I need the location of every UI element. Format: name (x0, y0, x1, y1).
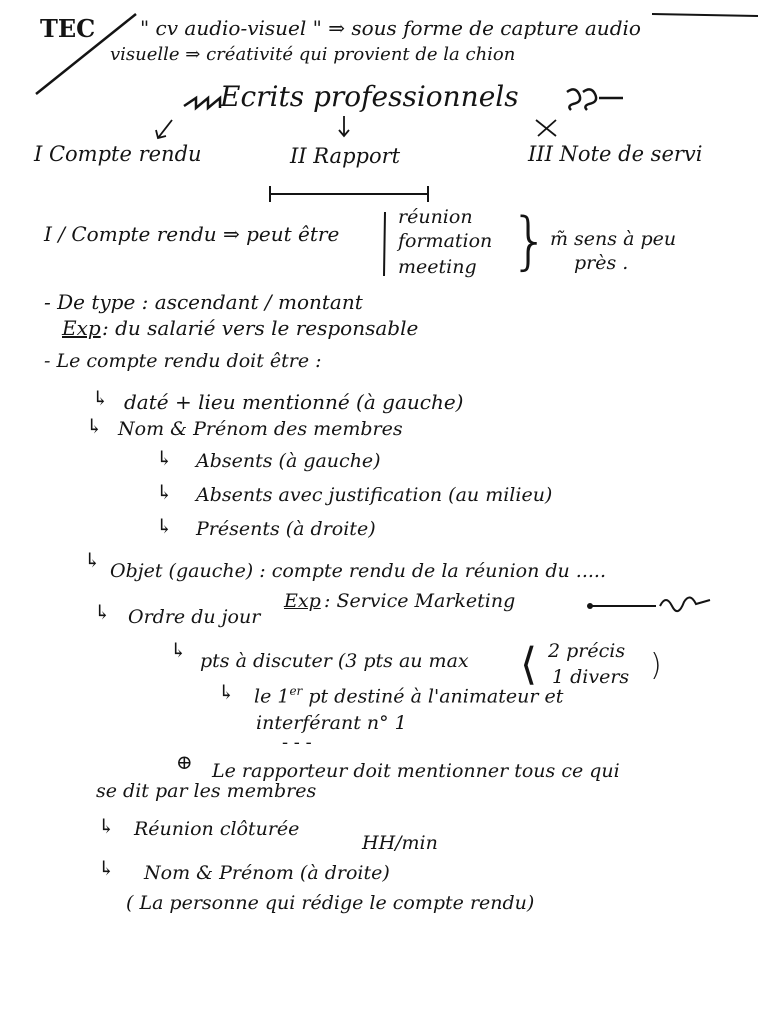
dit-par-line: se dit par les membres (96, 780, 317, 802)
pts-brace-precis: 2 précis (548, 640, 626, 662)
interferant-line: interférant n° 1 (256, 712, 407, 734)
arrow-icon: ↳ (98, 856, 115, 880)
header-line-1: " cv audio-visuel " ⇒ sous forme de capture audio (140, 16, 641, 40)
options-right-brace: } (510, 204, 550, 277)
scribble-flourish (586, 588, 716, 618)
intro-aside-line-2: près . (574, 252, 629, 274)
section-compte-rendu: I Compte rendu (34, 142, 202, 166)
names-line: Nom & Prénom des membres (118, 418, 403, 440)
cross-mark-section-3 (532, 116, 562, 140)
type-line: - De type : ascendant / montant (44, 290, 363, 314)
intro-lead: I / Compte rendu ⇒ peut être (44, 222, 340, 246)
arrow-icon: ↳ (156, 446, 173, 470)
tec-label: TEC (40, 14, 96, 43)
arrow-icon: ↳ (98, 814, 115, 838)
arrow-icon: ↳ (156, 514, 173, 538)
premier-pt-line: le 1er pt destiné à l'animateur et (254, 684, 564, 708)
absents-line: Absents (à gauche) (196, 450, 381, 472)
hh-min: HH/min (362, 832, 438, 854)
pts-left-angle: ⟨ (520, 639, 538, 690)
section-rapport: II Rapport (290, 144, 401, 168)
rapporteur-line: Le rapporteur doit mentionner tous ce qui (212, 760, 620, 782)
arrow-icon: ↳ (218, 680, 235, 704)
ordre-du-jour: Ordre du jour (128, 606, 261, 628)
intro-aside-line-1: m̃ sens à peu (550, 228, 677, 250)
arrow-icon: ↳ (86, 414, 103, 438)
intro-option-meeting: meeting (398, 256, 477, 278)
intro-option-formation: formation (398, 230, 493, 252)
exp-text: : du salarié vers le responsable (102, 316, 419, 340)
arrow-icon: ↳ (94, 600, 111, 624)
objet-exp-text: : Service Marketing (324, 590, 516, 612)
pts-right-paren: ) (650, 648, 662, 683)
range-bar (266, 184, 436, 204)
pts-line: pts à discuter (3 pts au max (200, 650, 469, 672)
intro-option-reunion: réunion (398, 206, 473, 228)
nom-prenom-droite: Nom & Prénom (à droite) (144, 862, 390, 884)
reunion-cloturee: Réunion clôturée (134, 818, 300, 840)
header-top-rule (650, 10, 760, 18)
presents-line: Présents (à droite) (196, 518, 376, 540)
circled-plus-icon: ⊕ (176, 750, 193, 774)
exp-label: Exp (62, 316, 101, 340)
arrow-icon: ↳ (156, 480, 173, 504)
options-left-bar (380, 210, 390, 280)
arrow-icon: ↳ (84, 548, 101, 572)
pts-brace-divers: 1 divers (552, 666, 630, 688)
date-line: daté + lieu mentionné (à gauche) (124, 390, 464, 414)
arrow-to-section-2 (334, 114, 354, 144)
title-right-flourish (565, 86, 625, 114)
arrow-icon: ↳ (170, 638, 187, 662)
must-line: - Le compte rendu doit être : (44, 350, 322, 372)
title-left-flourish (182, 90, 232, 114)
header-line-2: visuelle ⇒ créativité qui provient de la chion (110, 44, 516, 65)
page-title: Ecrits professionnels (220, 80, 519, 113)
objet-line: Objet (gauche) : compte rendu de la réunion du ..... (110, 560, 607, 582)
personne-redige: ( La personne qui rédige le compte rendu) (126, 892, 535, 914)
section-note-de-service: III Note de servi (528, 142, 703, 166)
objet-exp-label: Exp (284, 590, 321, 612)
arrow-icon: ↳ (92, 386, 109, 410)
absents-justification-line: Absents avec justification (au milieu) (196, 484, 553, 506)
dots-line: - - - (282, 732, 312, 753)
